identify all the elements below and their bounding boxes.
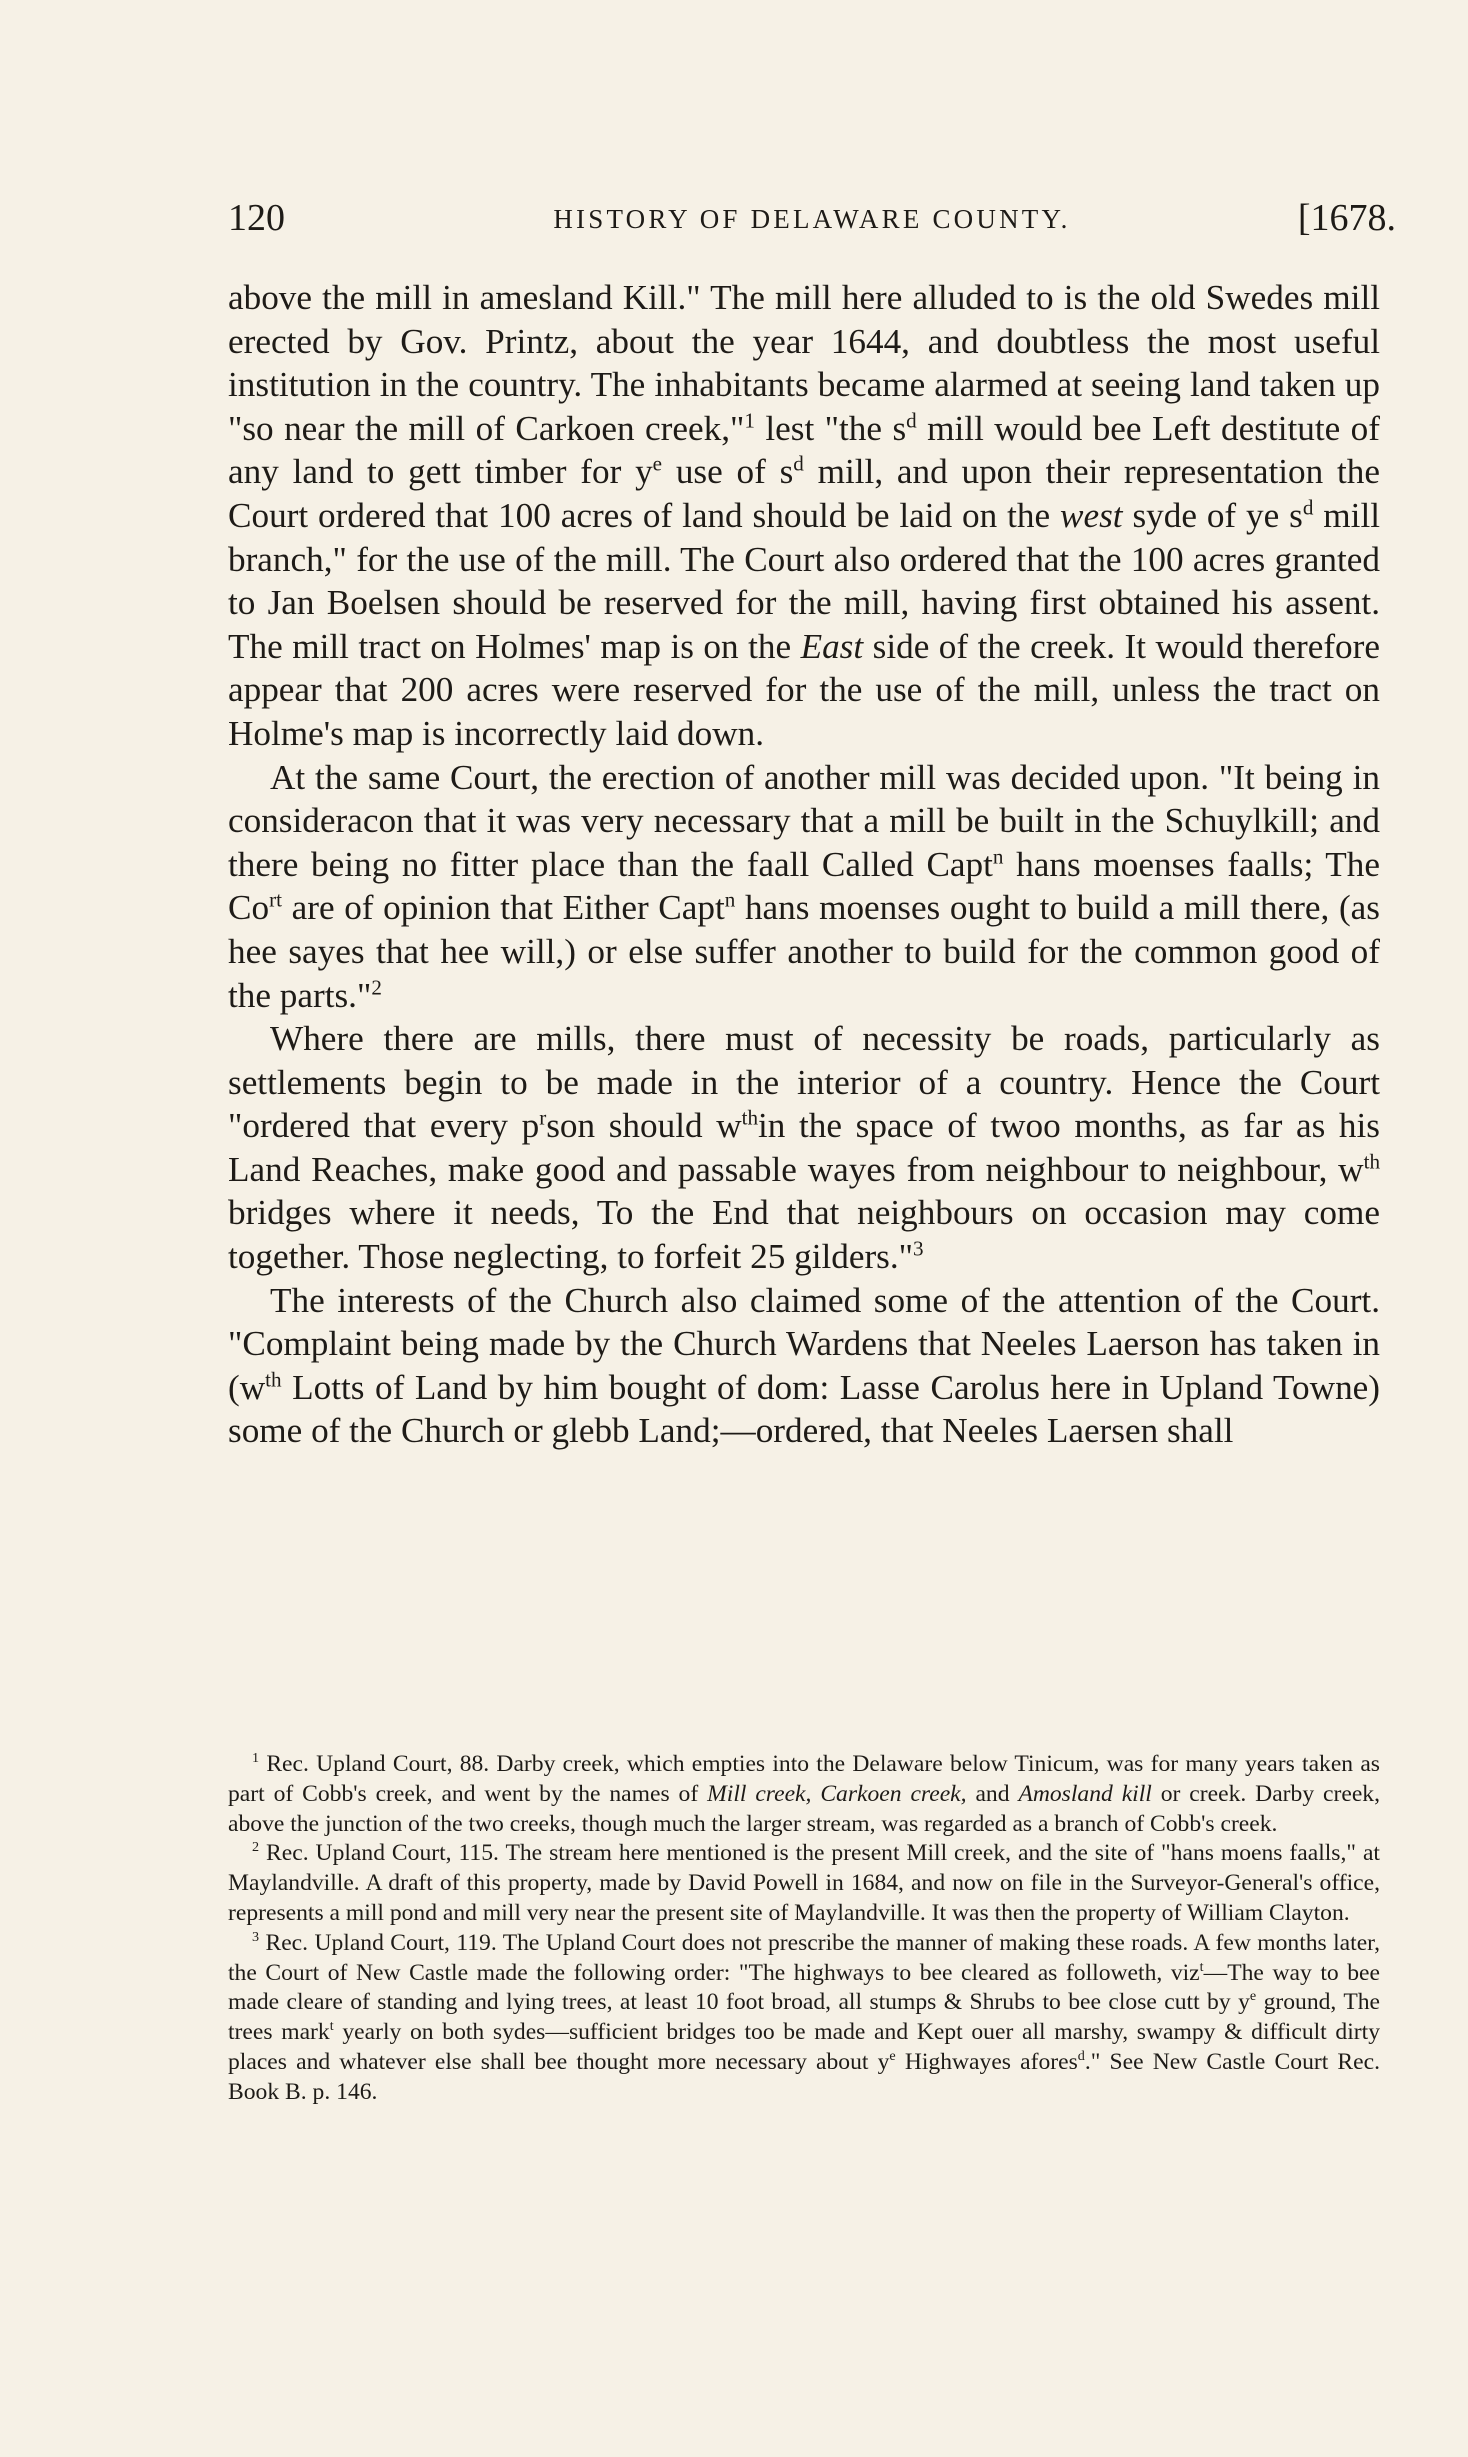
footnote-1-mark: 1 — [252, 1750, 260, 1767]
footnote-2-mark: 2 — [252, 1839, 260, 1856]
footnote-1: $^1$ Rec. Upland Court, 88. Darby creek, which empties into the Delaware below Tinicum, was for many years taken as part of Cobb's creek, and went by the names of Mill creek, Carkoen creek, and Amosland kill or creek. Darby creek, above the junction of the two creeks, though much the larger stream, was regarded as a branch of Cobb's creek. — [228, 1750, 1380, 1837]
page-number: 120 — [228, 197, 285, 239]
paragraph-1: above the mill in amesland Kill." The mill here alluded to is the old Swedes mill erected by Gov. Printz, about the year 1644, and doubtless the most useful institution in the country. The inhabitants became alarmed at seeing land taken up "so near the mill of Carkoen creek,"$^1$ lest "the $s^d$ mill would bee Left destitute of any land to gett timber for $y^e$ use of $s^d$ mill, and upon their representation the Court ordered that 100 acres of land should be laid on the west syde of ye $s^d$ mill branch," for the use of the mill. The Court also ordered that the 100 acres granted to Jan Boelsen should be reserved for the mill, having first obtained his assent. The mill tract on Holmes' map is on the East side of the creek. It would therefore appear that 200 acres were reserved for the use of the mill, unless the tract on Holme's map is incorrectly laid down. — [228, 278, 1380, 753]
running-header — [228, 196, 1396, 256]
paragraph-3: Where there are mills, there must of necessity be roads, particularly as settlements begin to be made in the interior of a country. Hence the Court "ordered that every $p^rson$ should $w^{th}in$ the space of twoo months, as far as his Land Reaches, make good and passable wayes from neighbour to neighbour, $w^{th}$ bridges where it needs, To the End that neighbours on occasion may come together. Those neglecting, to forfeit 25 gilders."$^3$ — [228, 1019, 1380, 1277]
year-marker: [1678. — [1297, 197, 1396, 239]
main-text — [228, 276, 1380, 1453]
footnote-3-mark: 3 — [252, 1928, 260, 1945]
paragraph-4: The interests of the Church also claimed some of the attention of the Court. "Complaint being made by the Church Wardens that Neeles Laerson has taken in ($w^{th}$ Lotts of Land by him bought of dom: Lasse Carolus here in Upland Towne) some of the Church or glebb Land;—ordered, that Neeles Laersen shall — [228, 1280, 1380, 1451]
footnotes — [228, 1750, 1380, 2108]
paragraph-2: At the same Court, the erection of another mill was decided upon. "It being in consideracon that it was very necessary that a mill be built in the Schuylkill; and there being no fitter place than the faall Called Capt$^n$ hans moenses faalls; The $Co^{rt}$ are of opinion that Either Capt$^n$ hans moenses ought to build a mill there, (as hee sayes that hee will,) or else suffer another to build for the common good of the parts."$^2$ — [228, 757, 1380, 1015]
footnote-3: $^3$ Rec. Upland Court, 119. The Upland Court does not prescribe the manner of making these roads. A few months later, the Court of New Castle made the following order: "The highways to bee cleared as followeth, viz$^t$—The way to bee made cleare of standing and lying trees, at least 10 foot broad, all stumps & Shrubs to bee close cutt by $y^e$ ground, The trees mark$^t$ yearly on both sydes—sufficient bridges too be made and Kept ouer all marshy, swampy & difficult dirty places and whatever else shall bee thought more necessary about $y^e$ Highwayes afores$^d$." See New Castle Court Rec. Book B. p. 146. — [228, 1928, 1381, 2105]
running-title: HISTORY OF DELAWARE COUNTY. — [553, 204, 1071, 234]
footnote-2: $^2$ Rec. Upland Court, 115. The stream here mentioned is the present Mill creek, and the site of "hans moens faalls," at Maylandville. A draft of this property, made by David Powell in 1684, and now on file in the Surveyor-General's office, represents a mill pond and mill very near the present site of Maylandville. It was then the property of William Clayton. — [228, 1839, 1380, 1926]
